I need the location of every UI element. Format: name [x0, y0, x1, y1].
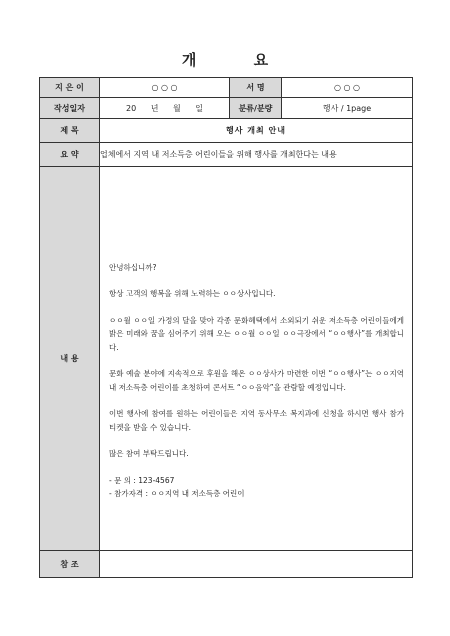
- subject-value: 행사 개최 안내: [100, 119, 413, 143]
- category-label: 분류/분량: [230, 98, 282, 119]
- sign-label: 서 명: [230, 78, 282, 98]
- subject-label: 제 목: [40, 119, 100, 143]
- row-author: [40, 78, 413, 98]
- content-paragraph-sponsor: 문화 예술 분야에 지속적으로 후원을 해온 ㅇㅇ상사가 마련한 이번 “ㅇㅇ행사”는 ㅇㅇ지역 내 저소득층 어린이를 초청하여 콘서트 “ㅇㅇ음악”을 관람할 예정입니다.: [109, 369, 404, 392]
- content-intro: 항상 고객의 행복을 위해 노력하는 ㅇㅇ상사입니다.: [109, 289, 276, 298]
- row-date: [40, 98, 413, 119]
- sign-value: ○ ○ ○: [282, 78, 413, 98]
- content-closing: 많은 참여 부탁드립니다.: [109, 449, 189, 458]
- content-contact: - 문 의 : 123-4567: [109, 475, 175, 485]
- summary-value: 업체에서 지역 내 저소득층 어린이들을 위해 행사를 개최한다는 내용: [100, 143, 413, 167]
- summary-label: 요 약: [40, 143, 100, 167]
- document-title: 개 요: [181, 51, 295, 69]
- row-subject: [40, 119, 413, 143]
- content-greeting: 안녕하십니까?: [109, 262, 157, 272]
- overview-table: [39, 77, 413, 578]
- content-body: [100, 167, 413, 551]
- row-summary: [40, 143, 413, 167]
- category-value: 행사 / 1page: [282, 98, 413, 119]
- content-paragraph-event: ㅇㅇ월 ㅇㅇ일 가정의 달을 맞아 각종 문화혜택에서 소외되기 쉬운 저소득층 어린이들에게 밝은 미래와 꿈을 심어주기 위해 오는 ㅇㅇ월 ㅇㅇ일 ㅇㅇ극장에서 “ㅇㅇ행사”를 개최합니다.: [109, 315, 404, 352]
- content-paragraph-apply: 이번 행사에 참여를 원하는 어린이들은 지역 동사무소 복지과에 신청을 하시면 행사 참가 티켓을 받을 수 있습니다.: [109, 409, 404, 432]
- row-reference: [40, 551, 413, 578]
- author-label: 지 은 이: [40, 78, 100, 98]
- reference-label: 참 조: [40, 551, 100, 578]
- content-eligibility: - 참가자격 : ㅇㅇ지역 내 저소득층 어린이: [109, 489, 245, 498]
- content-label: 내 용: [40, 167, 100, 551]
- row-content: [40, 167, 413, 551]
- date-label: 작성일자: [40, 98, 100, 119]
- reference-value: [100, 551, 413, 578]
- author-value: ○ ○ ○: [100, 78, 230, 98]
- date-value: 20 년 월 일: [100, 98, 230, 119]
